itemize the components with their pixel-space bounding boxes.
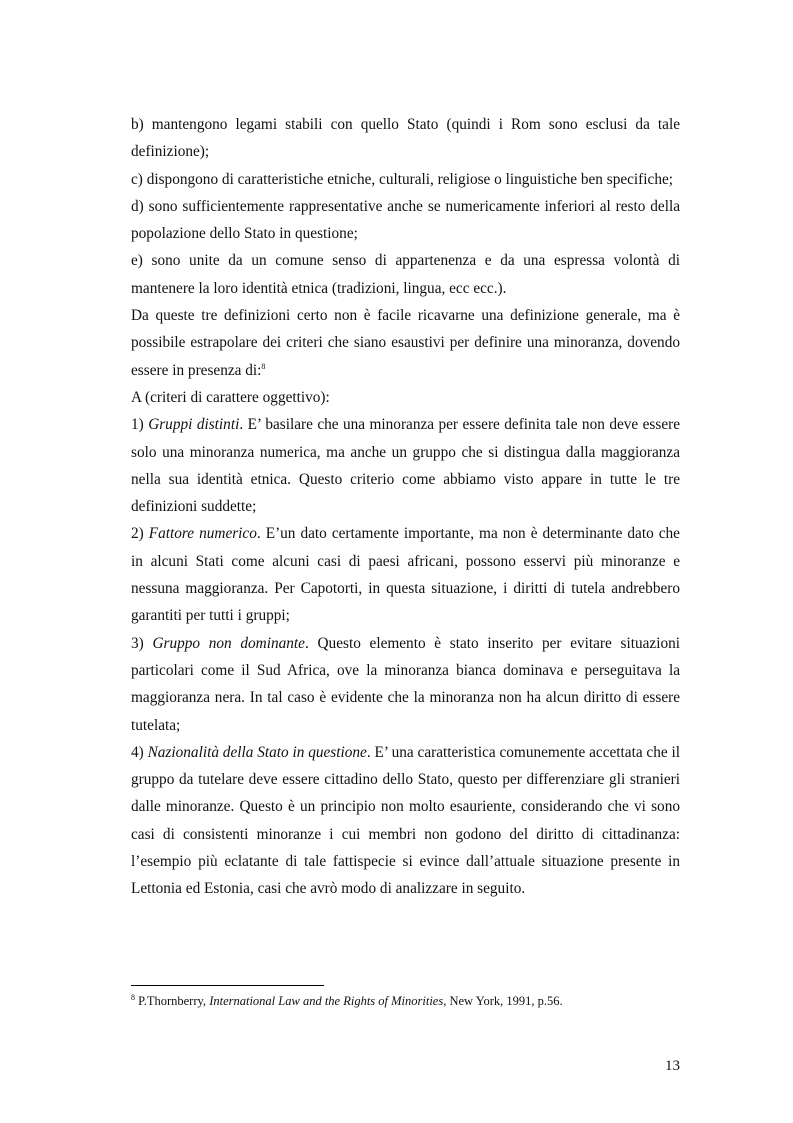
footnote-separator [131, 985, 324, 986]
paragraph-e: e) sono unite da un comune senso di appartenenza e da una espressa volontà di mantenere la loro identità etnica (tradizioni, lingua, ecc ecc.). [131, 252, 680, 297]
footnote: $^8$ P.Thornberry, International Law and the Rights of Minorities, New York, 1991, p.56. [131, 992, 563, 1008]
paragraph-criteria-heading: A (criteri di carattere oggettivo): [131, 388, 330, 406]
paragraph-criterion-1: 1) Gruppi distinti. E’ basilare che una minoranza per essere definita tale non deve essere solo una minoranza numerica, ma anche un gruppo che si distingua dalla maggioranza nella sua identità etnica. Questo criterio come abbiamo visto appare in tutte le tre definizioni suddette; [131, 416, 680, 516]
paragraph-criterion-3: 3) Gruppo non dominante. Questo elemento è stato inserito per evitare situazioni particolari come il Sud Africa, ove la minoranza bianca dominava e perseguitava la maggioranza nera. In tal caso è evidente che la minoranza non ha alcun diritto di essere tutelata; [131, 634, 680, 734]
paragraph-d: d) sono sufficientemente rappresentative anche se numericamente inferiori al resto della popolazione dello Stato in questione; [131, 197, 680, 243]
paragraph-definitions: Da queste tre definizioni certo non è facile ricavarne una definizione generale, ma è possibile estrapolare dei criteri che siano esaustivi per definire una minoranza, dovendo essere in presenza di:$^8$ [131, 307, 680, 379]
footnote-reference: 8 [261, 361, 266, 371]
paragraph-criterion-4: 4) Nazionalità della Stato in questione. E’ una caratteristica comunemente accettata che il gruppo da tutelare deve essere cittadino dello Stato, questo per differenziare gli stranieri dalle minoranze. Questo è un principio non molto esauriente, considerando che vi sono casi di consistenti minoranze i cui membri non godono del diritto di cittadinanza: l’esempio più eclatante di tale fattispecie si evince dall’attuale situazione presente in Lettonia ed Estonia, casi che avrò modo di analizzare in seguito. [131, 743, 680, 898]
paragraph-c: c) dispongono di caratteristiche etniche, culturali, religiose o linguistiche ben specifiche; [131, 170, 674, 188]
paragraph-b: b) mantengono legami stabili con quello Stato (quindi i Rom sono esclusi da tale definizione); [131, 116, 680, 161]
footnote-book-title: International Law and the Rights of Minorities [209, 994, 444, 1008]
paragraph-criterion-2: 2) Fattore numerico. E’un dato certamente importante, ma non è determinante dato che in alcuni Stati come alcuni casi di paesi africani, possono esservi più minoranze e nessuna maggioranza. Per Capotorti, in questa situazione, i diritti di tutela andrebbero garantiti per tutti i gruppi; [131, 525, 680, 625]
page-number: 13 [665, 1058, 680, 1074]
footnote-marker: 8 [131, 992, 135, 1002]
body-text [131, 111, 680, 903]
